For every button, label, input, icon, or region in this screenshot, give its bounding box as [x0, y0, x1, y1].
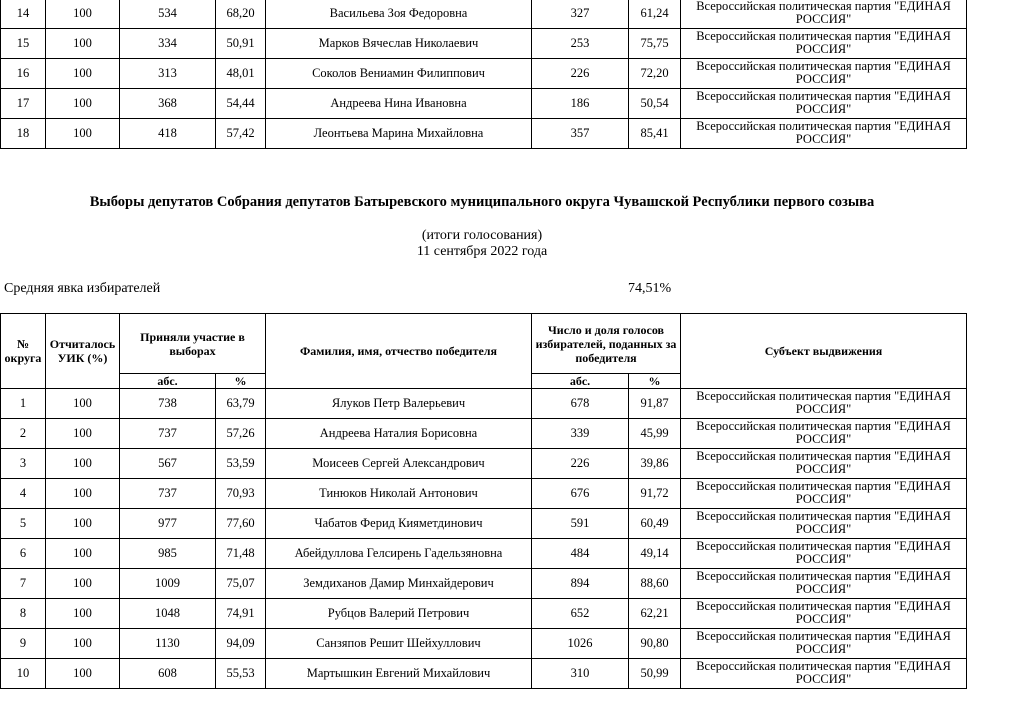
- votes-pct: 39,86: [629, 449, 681, 479]
- document-title: Выборы депутатов Собрания депутатов Батыревского муниципального округа Чувашской Республики первого созыва: [89, 194, 875, 210]
- nominating-party: Всероссийская политическая партия "ЕДИНАЯ РОССИЯ": [681, 599, 967, 629]
- participated-pct: 71,48: [216, 539, 266, 569]
- reported-percent: 100: [46, 0, 120, 29]
- district-number: 6: [1, 539, 46, 569]
- votes-pct: 75,75: [629, 29, 681, 59]
- reported-percent: 100: [46, 629, 120, 659]
- participated-abs: 1048: [120, 599, 216, 629]
- table-row: [1, 29, 967, 59]
- votes-abs: 253: [532, 29, 629, 59]
- district-number: 3: [1, 449, 46, 479]
- header-participated: Приняли участие в выборах: [120, 314, 266, 374]
- votes-abs: 894: [532, 569, 629, 599]
- participated-abs: 418: [120, 119, 216, 149]
- participated-pct: 68,20: [216, 0, 266, 29]
- table-row: [1, 89, 967, 119]
- winner-name: Васильева Зоя Федоровна: [266, 0, 532, 29]
- nominating-party: Всероссийская политическая партия "ЕДИНАЯ РОССИЯ": [681, 29, 967, 59]
- participated-pct: 57,42: [216, 119, 266, 149]
- document-subtitle: (итоги голосования): [421, 228, 543, 243]
- winner-name: Соколов Вениамин Филиппович: [266, 59, 532, 89]
- district-number: 8: [1, 599, 46, 629]
- votes-abs: 357: [532, 119, 629, 149]
- nominating-party: Всероссийская политическая партия "ЕДИНАЯ РОССИЯ": [681, 629, 967, 659]
- nominating-party: Всероссийская политическая партия "ЕДИНАЯ РОССИЯ": [681, 389, 967, 419]
- table-row: [1, 389, 967, 419]
- header-reported: Отчиталось УИК (%): [46, 314, 120, 389]
- district-number: 17: [1, 89, 46, 119]
- votes-abs: 652: [532, 599, 629, 629]
- votes-pct: 61,24: [629, 0, 681, 29]
- winner-name: Андреева Нина Ивановна: [266, 89, 532, 119]
- table-row: [1, 539, 967, 569]
- nominating-party: Всероссийская политическая партия "ЕДИНАЯ РОССИЯ": [681, 0, 967, 29]
- winner-name: Андреева Наталия Борисовна: [266, 419, 532, 449]
- district-number: 5: [1, 509, 46, 539]
- winner-name: Рубцов Валерий Петрович: [266, 599, 532, 629]
- table-row: [1, 419, 967, 449]
- nominating-party: Всероссийская политическая партия "ЕДИНАЯ РОССИЯ": [681, 419, 967, 449]
- reported-percent: 100: [46, 659, 120, 689]
- nominating-party: Всероссийская политическая партия "ЕДИНАЯ РОССИЯ": [681, 539, 967, 569]
- votes-abs: 484: [532, 539, 629, 569]
- nominating-party: Всероссийская политическая партия "ЕДИНАЯ РОССИЯ": [681, 479, 967, 509]
- participated-abs: 738: [120, 389, 216, 419]
- nominating-party: Всероссийская политическая партия "ЕДИНАЯ РОССИЯ": [681, 119, 967, 149]
- votes-abs: 186: [532, 89, 629, 119]
- votes-pct: 45,99: [629, 419, 681, 449]
- votes-pct: 91,72: [629, 479, 681, 509]
- district-number: 14: [1, 0, 46, 29]
- district-number: 1: [1, 389, 46, 419]
- participated-pct: 55,53: [216, 659, 266, 689]
- table-row: [1, 599, 967, 629]
- winner-name: Земдиханов Дамир Минхайдерович: [266, 569, 532, 599]
- votes-pct: 50,54: [629, 89, 681, 119]
- header-votes-pct: %: [629, 374, 681, 389]
- table-row: [1, 479, 967, 509]
- table-row: [1, 569, 967, 599]
- reported-percent: 100: [46, 509, 120, 539]
- votes-pct: 49,14: [629, 539, 681, 569]
- reported-percent: 100: [46, 29, 120, 59]
- district-number: 2: [1, 419, 46, 449]
- votes-abs: 591: [532, 509, 629, 539]
- nominating-party: Всероссийская политическая партия "ЕДИНАЯ РОССИЯ": [681, 659, 967, 689]
- votes-pct: 90,80: [629, 629, 681, 659]
- winner-name: Абейдуллова Гелсирень Гадельзяновна: [266, 539, 532, 569]
- votes-pct: 50,99: [629, 659, 681, 689]
- nominating-party: Всероссийская политическая партия "ЕДИНАЯ РОССИЯ": [681, 509, 967, 539]
- document-date: 11 сентября 2022 года: [416, 244, 548, 259]
- reported-percent: 100: [46, 569, 120, 599]
- header-votes-abs: абс.: [532, 374, 629, 389]
- votes-abs: 676: [532, 479, 629, 509]
- table-row: [1, 0, 967, 29]
- participated-pct: 50,91: [216, 29, 266, 59]
- winner-name: Марков Вячеслав Николаевич: [266, 29, 532, 59]
- turnout-value: 74,51%: [628, 281, 672, 296]
- district-number: 10: [1, 659, 46, 689]
- participated-pct: 57,26: [216, 419, 266, 449]
- nominating-party: Всероссийская политическая партия "ЕДИНАЯ РОССИЯ": [681, 449, 967, 479]
- participated-pct: 94,09: [216, 629, 266, 659]
- votes-pct: 60,49: [629, 509, 681, 539]
- header-winner: Фамилия, имя, отчество победителя: [266, 314, 532, 389]
- votes-pct: 88,60: [629, 569, 681, 599]
- table-row: [1, 629, 967, 659]
- district-number: 4: [1, 479, 46, 509]
- district-number: 7: [1, 569, 46, 599]
- votes-abs: 678: [532, 389, 629, 419]
- participated-abs: 313: [120, 59, 216, 89]
- district-number: 15: [1, 29, 46, 59]
- nominating-party: Всероссийская политическая партия "ЕДИНАЯ РОССИЯ": [681, 569, 967, 599]
- participated-abs: 534: [120, 0, 216, 29]
- votes-pct: 85,41: [629, 119, 681, 149]
- district-number: 18: [1, 119, 46, 149]
- winner-name: Ялуков Петр Валерьевич: [266, 389, 532, 419]
- top-results-table: [0, 0, 967, 149]
- votes-abs: 226: [532, 59, 629, 89]
- participated-abs: 1130: [120, 629, 216, 659]
- participated-pct: 77,60: [216, 509, 266, 539]
- participated-abs: 737: [120, 479, 216, 509]
- turnout-label: Средняя явка избирателей: [4, 281, 161, 296]
- participated-abs: 1009: [120, 569, 216, 599]
- votes-abs: 339: [532, 419, 629, 449]
- district-number: 9: [1, 629, 46, 659]
- participated-pct: 48,01: [216, 59, 266, 89]
- reported-percent: 100: [46, 599, 120, 629]
- votes-abs: 1026: [532, 629, 629, 659]
- votes-abs: 226: [532, 449, 629, 479]
- reported-percent: 100: [46, 59, 120, 89]
- header-district: № округа: [1, 314, 46, 389]
- votes-pct: 72,20: [629, 59, 681, 89]
- participated-abs: 608: [120, 659, 216, 689]
- table-row: [1, 449, 967, 479]
- participated-abs: 977: [120, 509, 216, 539]
- header-votes: Число и доля голосов избирателей, поданных за победителя: [532, 314, 681, 374]
- table-row: [1, 119, 967, 149]
- header-participated-pct: %: [216, 374, 266, 389]
- winner-name: Чабатов Ферид Кияметдинович: [266, 509, 532, 539]
- reported-percent: 100: [46, 479, 120, 509]
- participated-pct: 63,79: [216, 389, 266, 419]
- winner-name: Санзяпов Решит Шейхуллович: [266, 629, 532, 659]
- participated-abs: 985: [120, 539, 216, 569]
- reported-percent: 100: [46, 539, 120, 569]
- participated-pct: 53,59: [216, 449, 266, 479]
- district-number: 16: [1, 59, 46, 89]
- nominating-party: Всероссийская политическая партия "ЕДИНАЯ РОССИЯ": [681, 59, 967, 89]
- main-results-table: [0, 313, 967, 689]
- votes-pct: 62,21: [629, 599, 681, 629]
- participated-abs: 368: [120, 89, 216, 119]
- votes-abs: 310: [532, 659, 629, 689]
- header-participated-abs: абс.: [120, 374, 216, 389]
- winner-name: Леонтьева Марина Михайловна: [266, 119, 532, 149]
- participated-abs: 567: [120, 449, 216, 479]
- reported-percent: 100: [46, 89, 120, 119]
- reported-percent: 100: [46, 449, 120, 479]
- participated-pct: 74,91: [216, 599, 266, 629]
- participated-pct: 54,44: [216, 89, 266, 119]
- participated-pct: 70,93: [216, 479, 266, 509]
- participated-pct: 75,07: [216, 569, 266, 599]
- participated-abs: 334: [120, 29, 216, 59]
- winner-name: Моисеев Сергей Александрович: [266, 449, 532, 479]
- header-party: Субъект выдвижения: [681, 314, 967, 389]
- table-row: [1, 659, 967, 689]
- winner-name: Тинюков Николай Антонович: [266, 479, 532, 509]
- votes-abs: 327: [532, 0, 629, 29]
- nominating-party: Всероссийская политическая партия "ЕДИНАЯ РОССИЯ": [681, 89, 967, 119]
- participated-abs: 737: [120, 419, 216, 449]
- winner-name: Мартышкин Евгений Михайлович: [266, 659, 532, 689]
- table-row: [1, 59, 967, 89]
- reported-percent: 100: [46, 119, 120, 149]
- reported-percent: 100: [46, 389, 120, 419]
- votes-pct: 91,87: [629, 389, 681, 419]
- reported-percent: 100: [46, 419, 120, 449]
- table-row: [1, 509, 967, 539]
